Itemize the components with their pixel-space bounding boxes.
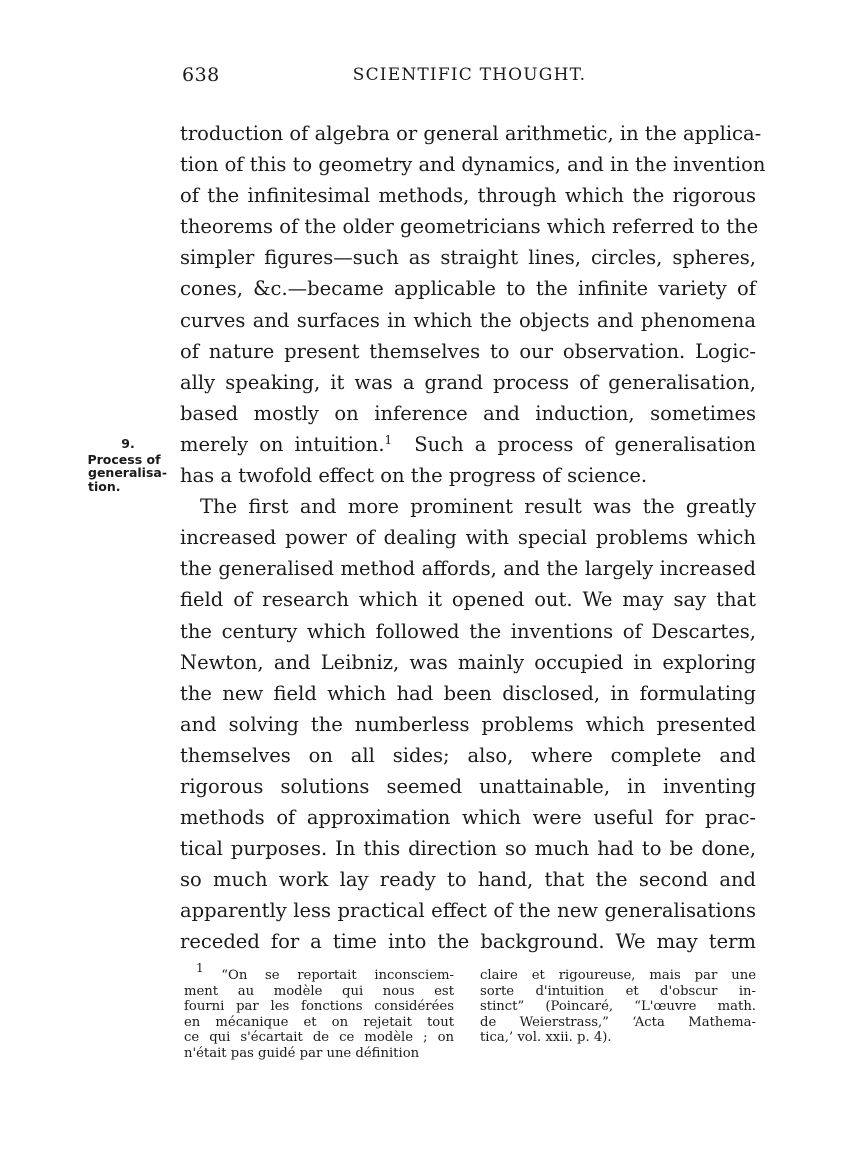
text-line: the century which followed the inventions of Descartes, [180,619,756,643]
footnote-line: sorte d'intuition et d'obscur in- [480,983,756,999]
text-line: methods of approximation which were useful for prac- [180,806,756,830]
footnote-line: n'était pas guidé par une définition [184,1045,420,1061]
text-segment: merely on intuition. [180,432,385,456]
text-line: cones, &c.—became applicable to the infinite variety of [180,277,756,301]
text-line: the new field which had been disclosed, in formulating [180,681,756,705]
text-line: theorems of the older geometricians which referred to the [180,215,759,239]
footnote-marker: 1 [196,961,204,975]
text-segment: “On se reportait inconsciem- [221,968,454,983]
margin-note-line: generalisa- [88,465,168,480]
page-number: 638 [182,64,220,86]
text-line: apparently less practical effect of the new generalisations [180,899,756,923]
text-line: The first and more prominent result was the greatly [200,495,756,519]
text-line: tion of this to geometry and dynamics, and in the invention [180,153,766,177]
text-line [180,429,756,460]
text-line: field of research which it opened out. We may say that [180,588,756,612]
text-line: based mostly on inference and induction, sometimes [180,401,756,425]
page-header [182,64,757,94]
body-text [180,118,766,958]
margin-note-line: Process of [87,451,161,467]
footnote-line: fourni par les fonctions considérées [184,999,454,1014]
text-line: troduction of algebra or general arithmetic, in the applica- [180,122,762,145]
text-line: receded for a time into the background. We may term [180,930,756,954]
text-segment: Such a process of generalisation [414,432,756,456]
running-head: SCIENTIFIC THOUGHT. [352,65,587,85]
text-line: increased power of dealing with special problems which [180,526,756,550]
footnote-line [184,961,454,984]
footnote-line: stinct” (Poincaré, “L'œuvre math. [480,999,756,1014]
margin-note-line: tion. [88,478,121,494]
text-line: themselves on all sides; also, where complete and [180,743,756,767]
text-line: and solving the numberless problems which presented [180,712,756,736]
footnote-line: tica,’ vol. xxii. p. 4). [480,1030,612,1045]
text-line: rigorous solutions seemed unattainable, in inventing [180,774,756,798]
text-line: ally speaking, it was a grand process of generalisation, [180,370,756,394]
text-line: has a twofold effect on the progress of science. [180,464,648,488]
footnote-line: ment au modèle qui nous est [184,983,454,999]
text-line: Newton, and Leibniz, was mainly occupied in exploring [180,650,756,674]
text-line: simpler figures—such as straight lines, circles, spheres, [180,246,756,270]
text-line: tical purposes. In this direction so much had to be done, [180,837,756,861]
text-line: so much work lay ready to hand, that the second and [180,868,756,892]
footnote-column-right [480,968,756,1046]
margin-note [84,436,168,494]
footnote-line: ce qui s'écartait de ce modèle ; on [184,1030,454,1045]
footnote-line: en mécanique et on rejetait tout [184,1014,454,1030]
text-line: of the infinitesimal methods, through which the rigorous [180,184,756,208]
footnote-ref[interactable]: 1 [384,432,393,447]
footnote-column-left [184,961,454,1061]
text-line: of nature present themselves to our observation. Logic- [180,339,756,363]
footnote-line: claire et rigoureuse, mais par une [480,968,756,983]
footnote-line: de Weierstrass,” ‘Acta Mathema- [480,1014,756,1030]
text-line: curves and surfaces in which the objects and phenomena [180,308,756,332]
text-line: the generalised method affords, and the largely increased [180,557,756,581]
margin-note-number: 9. [121,436,135,451]
